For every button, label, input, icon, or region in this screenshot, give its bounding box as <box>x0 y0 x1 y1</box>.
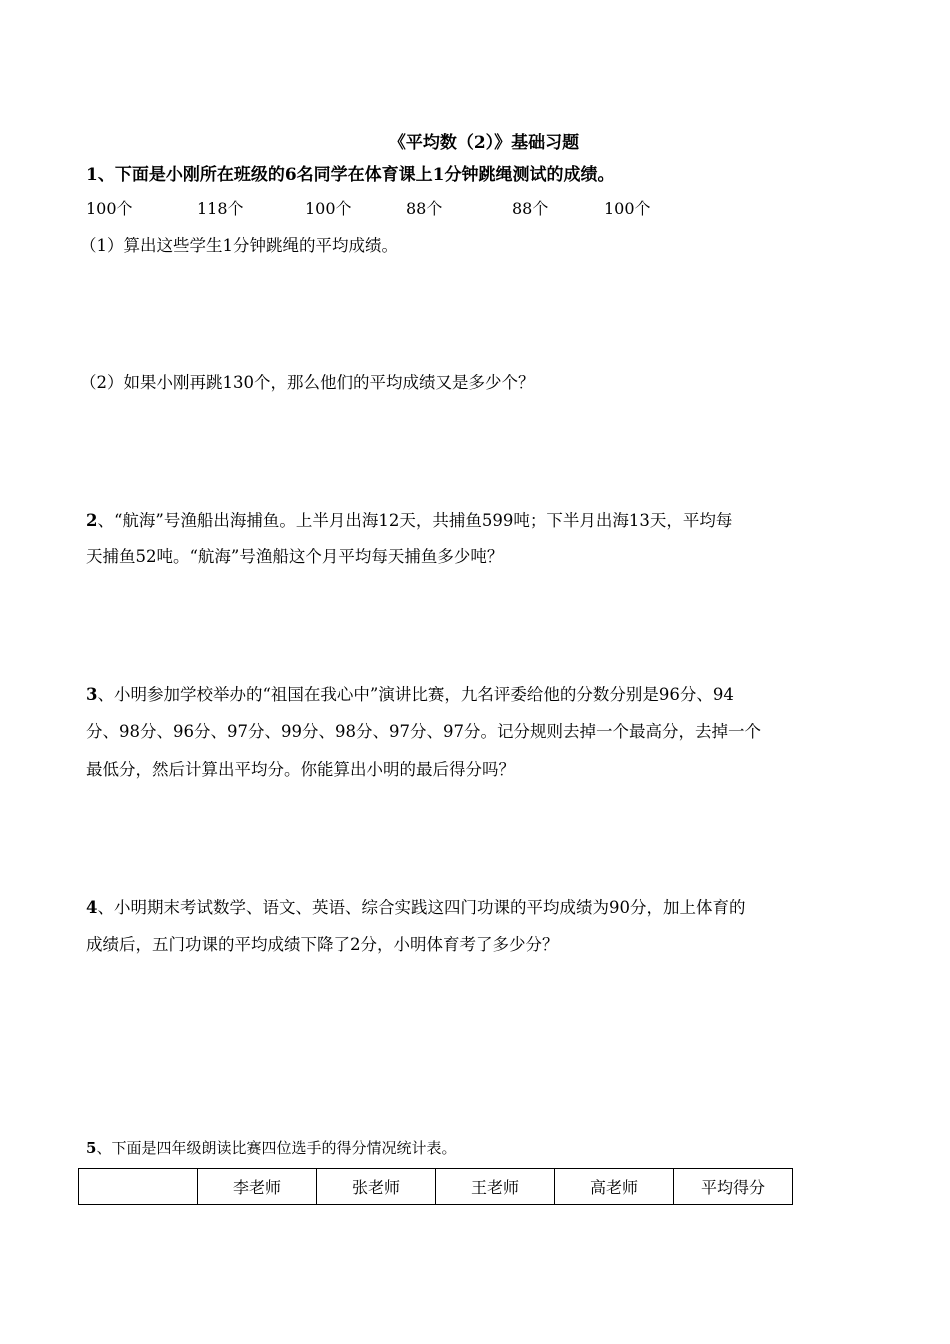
page-title: 《平均数（2）》基础习题 <box>388 133 580 153</box>
question-2-number: 2 <box>86 511 98 530</box>
table-header-cell: 平均得分 <box>674 1169 793 1205</box>
question-4-line-2: 成绩后，五门功课的平均成绩下降了2分，小明体育考了多少分？ <box>86 935 559 954</box>
score-value: 88个 <box>512 199 549 218</box>
question-1-number: 1 <box>86 165 98 185</box>
score-table <box>78 1168 793 1205</box>
question-1 <box>86 160 615 185</box>
table-header-cell: 张老师 <box>317 1169 436 1205</box>
table-header-row <box>79 1169 793 1205</box>
question-3-line-3: 最低分，然后计算出平均分。你能算出小明的最后得分吗？ <box>86 760 515 779</box>
question-4-line-1: 4、小明期末考试数学、语文、英语、综合实践这四门功课的平均成绩为90分，加上体育的 <box>86 898 746 917</box>
table-header-cell <box>79 1169 198 1205</box>
score-value: 100个 <box>86 199 133 218</box>
score-value: 100个 <box>604 199 651 218</box>
question-3-line-2: 分、98分、96分、97分、99分、98分、97分、97分。记分规则去掉一个最高分，去掉一个 <box>86 722 761 741</box>
question-1-sub-1: （1）算出这些学生1分钟跳绳的平均成绩。 <box>80 236 398 255</box>
question-4-number: 4 <box>86 898 98 917</box>
question-3-number: 3 <box>86 685 98 704</box>
question-1-text: 、下面是小刚所在班级的6名同学在体育课上1分钟跳绳测试的成绩。 <box>97 165 615 185</box>
table-header-cell: 王老师 <box>436 1169 555 1205</box>
score-value: 100个 <box>305 199 352 218</box>
question-2-line-1: 2、“航海”号渔船出海捕鱼。上半月出海12天，共捕鱼599吨；下半月出海13天，平均每 <box>86 511 733 530</box>
question-5-line: 5、下面是四年级朗读比赛四位选手的得分情况统计表。 <box>86 1139 457 1157</box>
question-2-line-2: 天捕鱼52吨。“航海”号渔船这个月平均每天捕鱼多少吨？ <box>86 547 504 566</box>
score-value: 118个 <box>197 199 244 218</box>
score-value: 88个 <box>406 199 443 218</box>
table-header-cell: 李老师 <box>198 1169 317 1205</box>
question-5-number: 5 <box>86 1139 97 1157</box>
question-1-sub-2: （2）如果小刚再跳130个，那么他们的平均成绩又是多少个？ <box>80 373 535 392</box>
table-header-cell: 高老师 <box>555 1169 674 1205</box>
question-3-line-1: 3、小明参加学校举办的“祖国在我心中”演讲比赛，九名评委给他的分数分别是96分、94 <box>86 685 734 704</box>
